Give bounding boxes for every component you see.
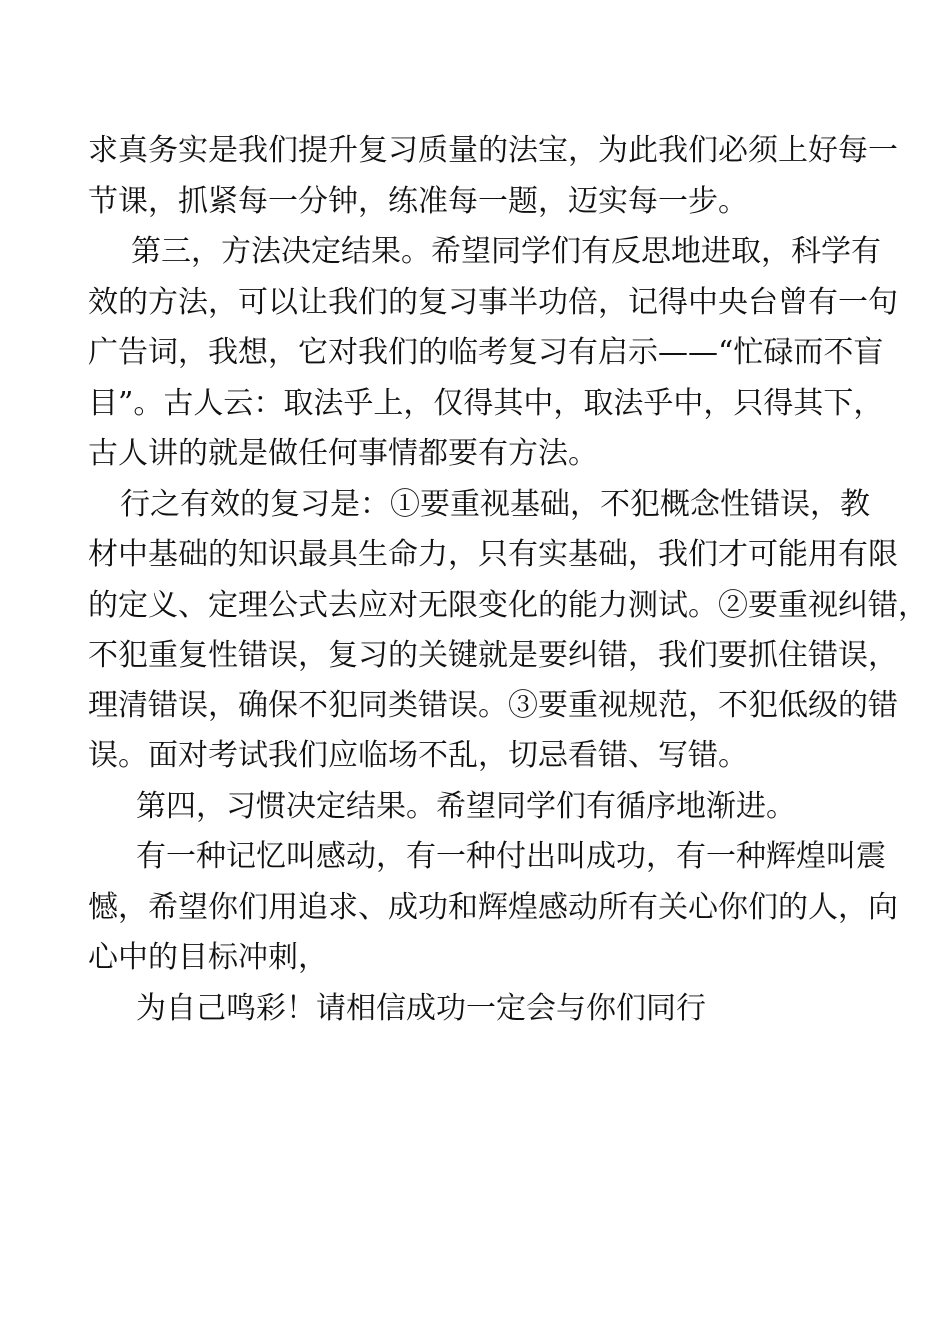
text-line-14: 第四，习惯决定结果。希望同学们有循序地渐进。: [136, 789, 796, 824]
text-line-17: 心中的目标冲刺，: [88, 940, 328, 975]
text-line-5: 广告词，我想，它对我们的临考复习有启示——“忙碌而不盲: [88, 335, 884, 370]
text-line-15: 有一种记忆叫感动，有一种付出叫成功，有一种辉煌叫震: [136, 839, 886, 874]
text-line-7: 古人讲的就是做任何事情都要有方法。: [88, 436, 598, 471]
text-line-6: 目”。古人云：取法乎上，仅得其中，取法乎中，只得其下，: [88, 386, 884, 421]
text-line-2: 节课，抓紧每一分钟，练准每一题，迈实每一步。: [88, 184, 748, 219]
text-line-9: 材中基础的知识最具生命力，只有实基础，我们才可能用有限: [88, 537, 898, 572]
text-line-4: 效的方法，可以让我们的复习事半功倍，记得中央台曾有一句: [88, 285, 898, 320]
text-line-10: 的定义、定理公式去应对无限变化的能力测试。②要重视纠错，: [88, 588, 928, 623]
text-line-12: 理清错误，确保不犯同类错误。③要重视规范，不犯低级的错: [88, 688, 898, 723]
text-line-13: 误。面对考试我们应临场不乱，切忌看错、写错。: [88, 738, 748, 773]
text-line-8: 行之有效的复习是：①要重视基础，不犯概念性错误，教: [120, 487, 870, 522]
text-line-3: 第三，方法决定结果。希望同学们有反思地进取，科学有: [131, 234, 881, 269]
text-line-1: 求真务实是我们提升复习质量的法宝，为此我们必须上好每一: [88, 133, 898, 168]
text-line-11: 不犯重复性错误，复习的关键就是要纠错，我们要抓住错误，: [88, 638, 898, 673]
text-line-18: 为自己鸣彩！请相信成功一定会与你们同行: [136, 991, 706, 1026]
text-line-16: 憾，希望你们用追求、成功和辉煌感动所有关心你们的人，向: [88, 890, 898, 925]
